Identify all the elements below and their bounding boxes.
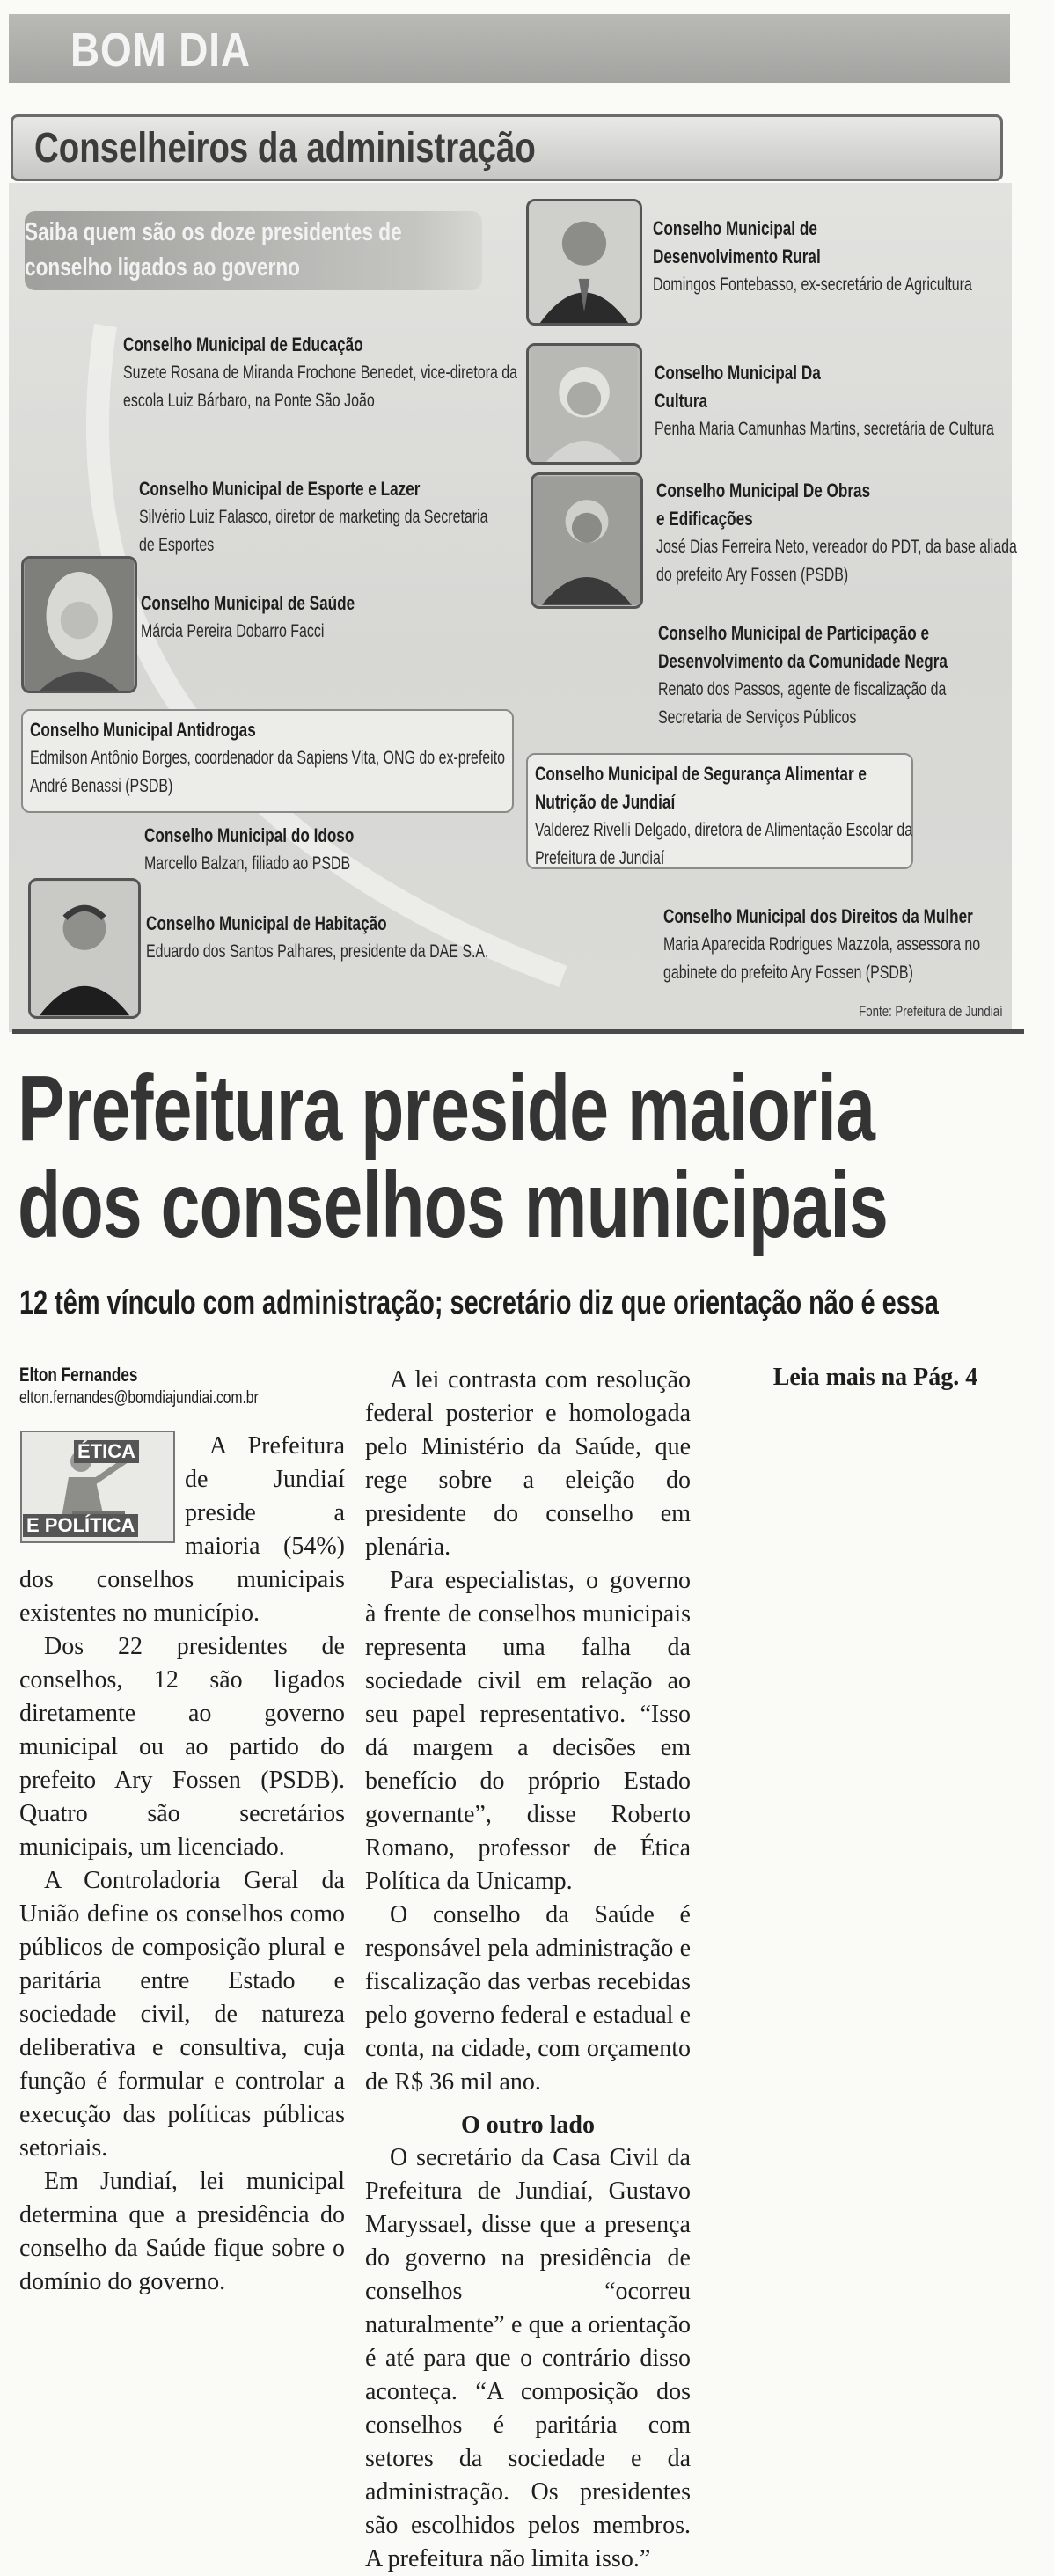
photo-eduardo-palhares bbox=[28, 878, 141, 1019]
paragraph: Para especialistas, o governo à frente de conselhos municipais representa uma falha da sociedade civil em relação ao seu papel representativo. “Isso dá margem a decisões em benefício do próprio Estado governante”, disse Roberto Romano, professor de Ética Política da Unicamp. bbox=[365, 1567, 691, 1895]
divider-rule bbox=[12, 1029, 1024, 1034]
logo-text-etica: ÉTICA bbox=[74, 1440, 139, 1463]
source-credit: Fonte: Prefeitura de Jundiaí bbox=[859, 1003, 1003, 1020]
council-title: Conselho Municipal de Desenvolvimento Rural bbox=[653, 217, 821, 267]
council-president: Renato dos Passos, agente de fiscalização da Secretaria de Serviços Públicos bbox=[658, 679, 947, 728]
crosshead: O outro lado bbox=[461, 2111, 595, 2139]
council-president: Márcia Pereira Dobarro Facci bbox=[141, 621, 325, 641]
council-title: Conselho Municipal do Idoso bbox=[144, 824, 355, 846]
paragraph: A lei contrasta com resolução federal posterior e homologada pelo Ministério da Saúde, que rege sobre a eleição do presidente do conselho em plenária. bbox=[365, 1366, 691, 1561]
byline-email: elton.fernandes@bomdiajundiai.com.br bbox=[19, 1388, 259, 1408]
council-cultura bbox=[655, 359, 1006, 443]
council-idoso bbox=[144, 822, 496, 878]
council-title: Conselho Municipal De Obras e Edificações bbox=[656, 479, 871, 530]
intro-banner bbox=[25, 211, 482, 290]
council-educacao bbox=[123, 331, 518, 452]
paragraph: O secretário da Casa Civil da Prefeitura de Jundiaí, Gustavo Maryssael, disse que a presença do governo na presidência de conselhos “ocorreu naturalmente” e que a orientação é até para que o contrário disso aconteça. “A composição dos conselhos é paritária com setores da sociedade e da administração. Os presidentes são escolhidos pelos membros. A prefeitura não limita isso.” bbox=[365, 2144, 691, 2572]
council-rural bbox=[653, 215, 1005, 299]
paragraph: Em Jundiaí, lei municipal determina que a presidência do conselho da Saúde fique sobre o domínio do governo. bbox=[19, 2168, 345, 2295]
logo-text-politica: E POLÍTICA bbox=[23, 1514, 138, 1537]
council-title: Conselho Municipal dos Direitos da Mulher bbox=[663, 905, 973, 927]
council-mulher bbox=[663, 903, 1008, 987]
paragraph: A Controladoria Geral da União define os conselhos como públicos de composição plural e paritária entre Estado e sociedade civil, de natureza deliberativa e consultiva, cuja função é formular e controlar a execução das políticas públicas setoriais. bbox=[19, 1867, 345, 2162]
masthead-title: BOM DIA bbox=[70, 24, 251, 77]
masthead bbox=[9, 14, 1010, 83]
council-antidrogas bbox=[21, 709, 514, 813]
article-column-1 bbox=[19, 1430, 345, 2299]
section-title-bar bbox=[11, 114, 1003, 181]
council-title: Conselho Municipal Da Cultura bbox=[655, 362, 821, 412]
byline-author: Elton Fernandes bbox=[19, 1364, 138, 1386]
article-column-3 bbox=[713, 1364, 1038, 1392]
council-title: Conselho Municipal de Educação bbox=[123, 333, 363, 355]
headline-line-1: Prefeitura preside maioria bbox=[18, 1057, 875, 1160]
section-title: Conselheiros da administração bbox=[34, 125, 536, 172]
council-president: Eduardo dos Santos Palhares, presidente da DAE S.A. bbox=[146, 941, 489, 962]
council-president: Marcello Balzan, filiado ao PSDB bbox=[144, 853, 351, 874]
council-title: Conselho Municipal Antidrogas bbox=[30, 719, 256, 741]
etica-e-politica-logo bbox=[19, 1430, 176, 1544]
photo-domingos-fontebasso bbox=[526, 199, 642, 326]
council-title: Conselho Municipal de Participação e Desenvolvimento da Comunidade Negra bbox=[658, 622, 948, 672]
council-title: Conselho Municipal de Esporte e Lazer bbox=[139, 478, 421, 500]
council-president: Domingos Fontebasso, ex-secretário de Agricultura bbox=[653, 274, 972, 295]
council-obras bbox=[656, 477, 1017, 589]
council-president: Silvério Luiz Falasco, diretor de marketing da Secretaria de Esportes bbox=[139, 507, 488, 555]
council-president: Suzete Rosana de Miranda Frochone Benedet, vice-diretora da escola Luiz Bárbaro, na Ponte São João bbox=[123, 362, 518, 411]
council-negra bbox=[658, 619, 1003, 732]
council-president: Edmilson Antônio Borges, coordenador da Sapiens Vita, ONG do ex-prefeito André Benassi (PSDB) bbox=[30, 748, 506, 796]
council-saude bbox=[141, 589, 493, 646]
intro-text: Saiba quem são os doze presidentes de conselho ligados ao governo bbox=[25, 218, 402, 282]
article-column-2 bbox=[365, 1364, 691, 2576]
council-president: José Dias Ferreira Neto, vereador do PDT, da base aliada do prefeito Ary Fossen (PSDB) bbox=[656, 537, 1017, 585]
paragraph: A Prefeitura de Jundiaí preside a maioria (54%) dos conselhos municipais existentes no município. bbox=[19, 1432, 345, 1627]
council-president: Valderez Rivelli Delgado, diretora de Alimentação Escolar da Prefeitura de Jundiaí bbox=[535, 820, 913, 868]
council-president: Maria Aparecida Rodrigues Mazzola, assessora no gabinete do prefeito Ary Fossen (PSDB) bbox=[663, 934, 981, 983]
council-title: Conselho Municipal de Habitação bbox=[146, 912, 387, 934]
subheadline: 12 têm vínculo com administração; secretário diz que orientação não é essa bbox=[19, 1284, 939, 1321]
council-title: Conselho Municipal de Segurança Alimentar e Nutrição de Jundiaí bbox=[535, 763, 867, 813]
council-habitacao bbox=[146, 910, 516, 966]
council-title: Conselho Municipal de Saúde bbox=[141, 592, 355, 614]
council-esporte bbox=[139, 475, 491, 560]
headline-line-2: dos conselhos municipais bbox=[18, 1153, 888, 1257]
council-president: Penha Maria Camunhas Martins, secretária de Cultura bbox=[655, 419, 994, 439]
photo-marcia-facci bbox=[21, 556, 137, 693]
headline bbox=[18, 1057, 1007, 1257]
paragraph: O conselho da Saúde é responsável pela administração e fiscalização das verbas recebidas pelo governo federal e estadual e conta, na cidade, com orçamento de R$ 36 mil ano. bbox=[365, 1901, 691, 2096]
continue-link[interactable]: Leia mais na Pág. 4 bbox=[772, 1364, 978, 1391]
council-seguranca bbox=[526, 753, 913, 869]
paragraph: Dos 22 presidentes de conselhos, 12 são ligados diretamente ao governo municipal ou ao partido do prefeito Ary Fossen (PSDB). Quatro são secretários municipais, um licenciado. bbox=[19, 1633, 345, 1861]
